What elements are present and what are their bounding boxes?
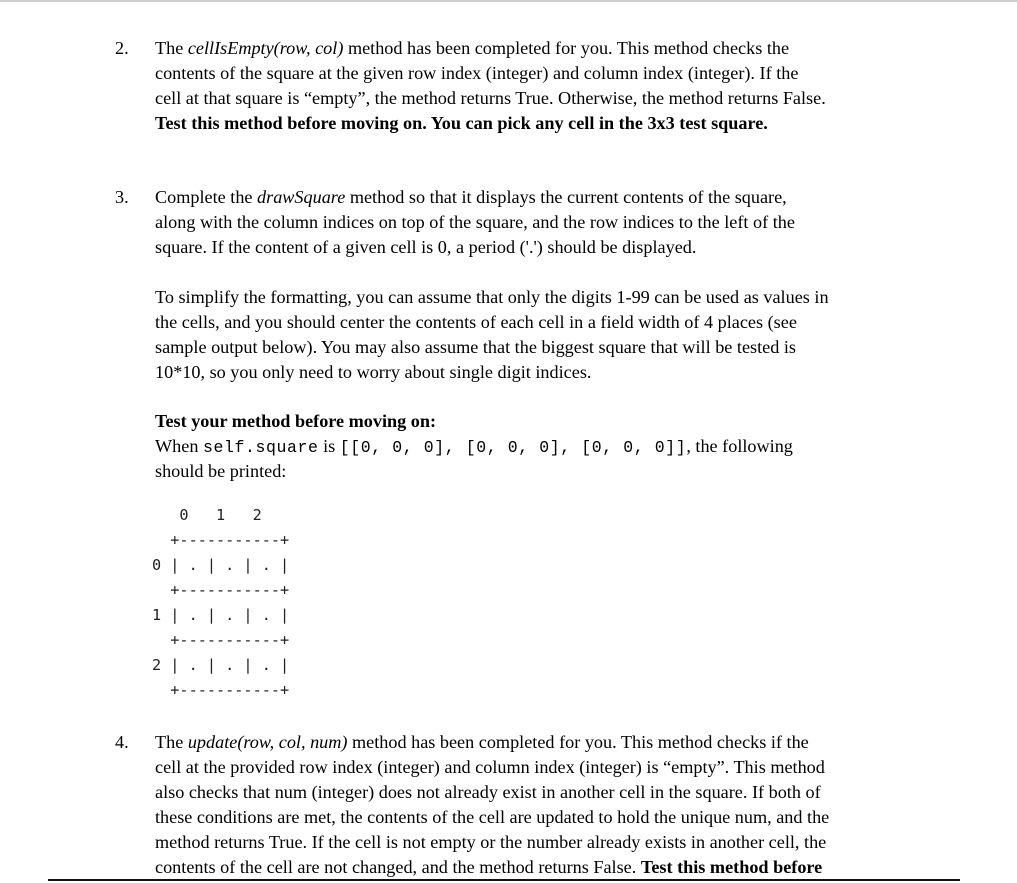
item-4-line-5: method returns True. If the cell is not empty or the number already exists in another cell, the — [155, 832, 827, 852]
test-instructions — [155, 409, 915, 484]
para-line: 10*10, so you only need to worry about single digit indices. — [155, 362, 592, 382]
item-2-line-2: contents of the square at the given row index (integer) and column index (integer). If the — [155, 63, 799, 83]
item-2-line-3: cell at that square is “empty”, the method returns True. Otherwise, the method returns False. — [155, 88, 826, 108]
sample-line: 0 1 2 — [152, 506, 262, 524]
sample-line: 1 | . | . | . | — [152, 606, 290, 624]
para-line: the cells, and you should center the contents of each cell in a field width of 4 places (see — [155, 312, 797, 332]
item-2-line-4: Test this method before moving on. You can pick any cell in the 3x3 test square. — [155, 113, 768, 133]
test-line-2: should be printed: — [155, 461, 287, 481]
sample-line: 0 | . | . | . | — [152, 556, 290, 574]
sample-line: +-----------+ — [152, 631, 290, 649]
sample-line: +-----------+ — [152, 531, 290, 549]
para-line: sample output below). You may also assume that the biggest square that will be tested is — [155, 337, 797, 357]
item-4-line-4: these conditions are met, the contents of the cell are updated to hold the unique num, and the — [155, 807, 830, 827]
item-3-paragraph-2 — [155, 285, 915, 385]
item-4-line-3: also checks that num (integer) does not already exist in another cell in the square. If both of — [155, 782, 821, 802]
item-3-line-2: along with the column indices on top of the square, and the row indices to the left of the — [155, 212, 795, 232]
bottom-rule — [48, 879, 960, 881]
item-number: 4. — [115, 732, 129, 752]
item-number: 2. — [115, 38, 129, 58]
item-4-line-1: The update(row, col, num) method has been completed for you. This method checks if the — [155, 732, 809, 752]
item-4-line-6: contents of the cell are not changed, and the method returns False. Test this method before — [155, 857, 823, 877]
sample-line: +-----------+ — [152, 681, 290, 699]
sample-output — [152, 503, 289, 703]
item-4-line-2: cell at the provided row index (integer) and column index (integer) is “empty”. This method — [155, 757, 825, 777]
item-number: 3. — [115, 187, 129, 207]
item-3-line-3: square. If the content of a given cell is 0, a period ('.') should be displayed. — [155, 237, 697, 257]
test-line-1: When self.square is [[0, 0, 0], [0, 0, 0], [0, 0, 0]], the following — [155, 436, 793, 457]
test-heading: Test your method before moving on: — [155, 411, 437, 431]
sample-line: +-----------+ — [152, 581, 290, 599]
para-line: To simplify the formatting, you can assume that only the digits 1-99 can be used as values in — [155, 287, 829, 307]
sample-line: 2 | . | . | . | — [152, 656, 290, 674]
top-rule — [0, 0, 1017, 2]
item-2-line-1: The cellIsEmpty(row, col) method has been completed for you. This method checks the — [155, 38, 790, 58]
item-3-line-1: Complete the drawSquare method so that it displays the current contents of the square, — [155, 187, 787, 207]
